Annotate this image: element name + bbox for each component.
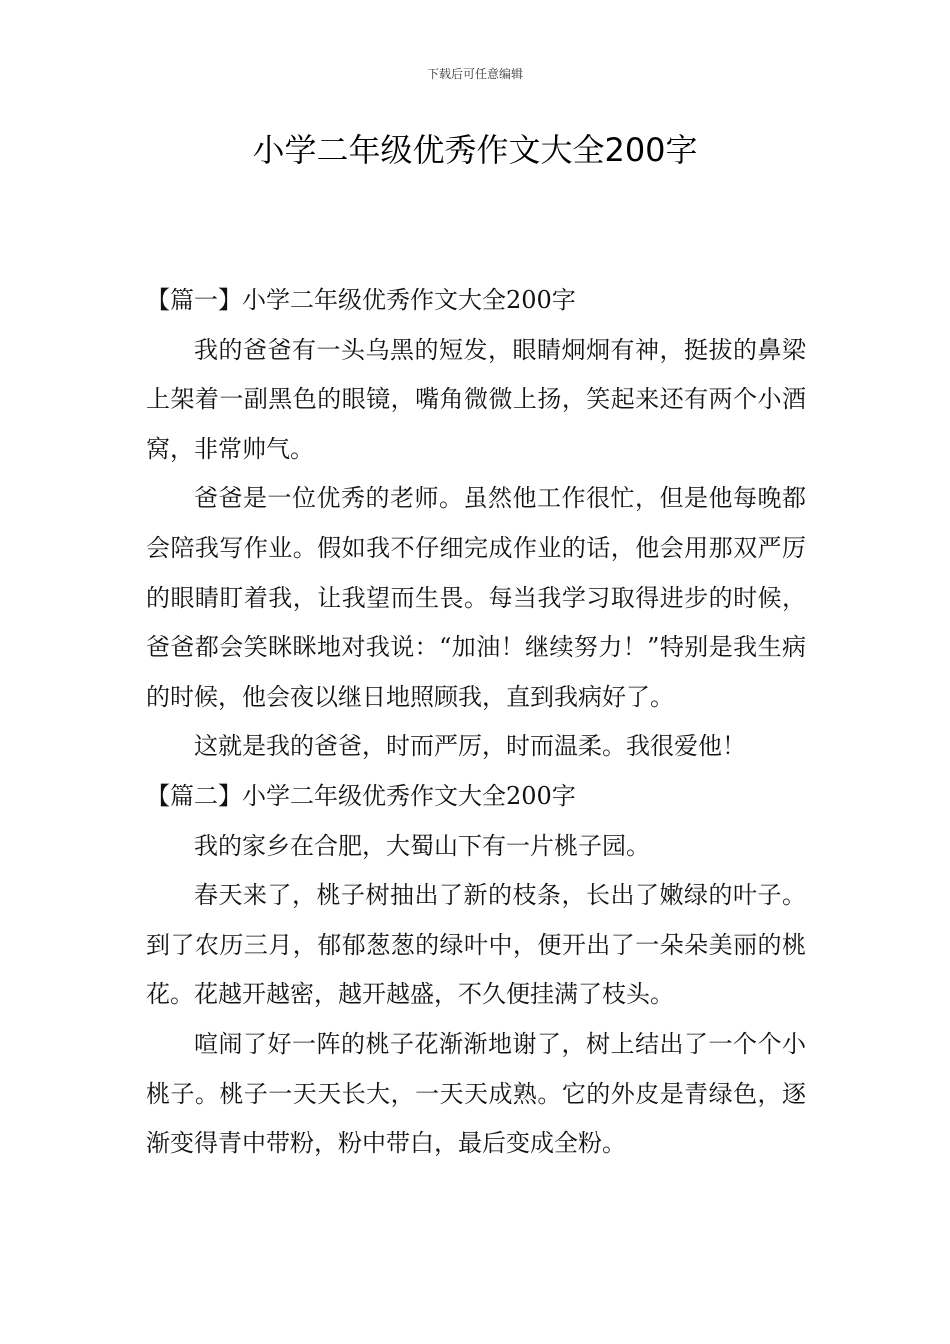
paragraph: 春天来了，桃子树抽出了新的枝条，长出了嫩绿的叶子。到了农历三月，郁郁葱葱的绿叶中，便开出了一朵朵美丽的桃花。花越开越密，越开越盛，不久便挂满了枝头。 bbox=[146, 881, 806, 1009]
paragraph: 这就是我的爸爸，时而严厉，时而温柔。我很爱他！ bbox=[194, 732, 746, 761]
document-title: 小学二年级优秀作文大全200字 bbox=[252, 131, 698, 169]
paragraph: 我的家乡在合肥，大蜀山下有一片桃子园。 bbox=[194, 831, 650, 860]
section-heading-1: 【篇一】小学二年级优秀作文大全200字 bbox=[146, 286, 576, 314]
header-note: 下载后可任意编辑 bbox=[426, 67, 523, 81]
paragraph: 爸爸是一位优秀的老师。虽然他工作很忙，但是他每晚都会陪我写作业。假如我不仔细完成作业的话，他会用那双严厉的眼睛盯着我，让我望而生畏。每当我学习取得进步的时候，爸爸都会笑眯眯地对我说：“加油！继续努力！”特别是我生病的时候，他会夜以继日地照顾我，直到我病好了。 bbox=[146, 484, 806, 711]
paragraph: 喧闹了好一阵的桃子花渐渐地谢了，树上结出了一个个小桃子。桃子一天天长大，一天天成熟。它的外皮是青绿色，逐渐变得青中带粉，粉中带白，最后变成全粉。 bbox=[146, 1029, 806, 1158]
section-heading-2: 【篇二】小学二年级优秀作文大全200字 bbox=[146, 781, 576, 810]
document-body bbox=[146, 276, 806, 1169]
paragraph: 我的爸爸有一头乌黑的短发，眼睛炯炯有神，挺拔的鼻梁上架着一副黑色的眼镜，嘴角微微上扬，笑起来还有两个小酒窝，非常帅气。 bbox=[146, 335, 806, 463]
